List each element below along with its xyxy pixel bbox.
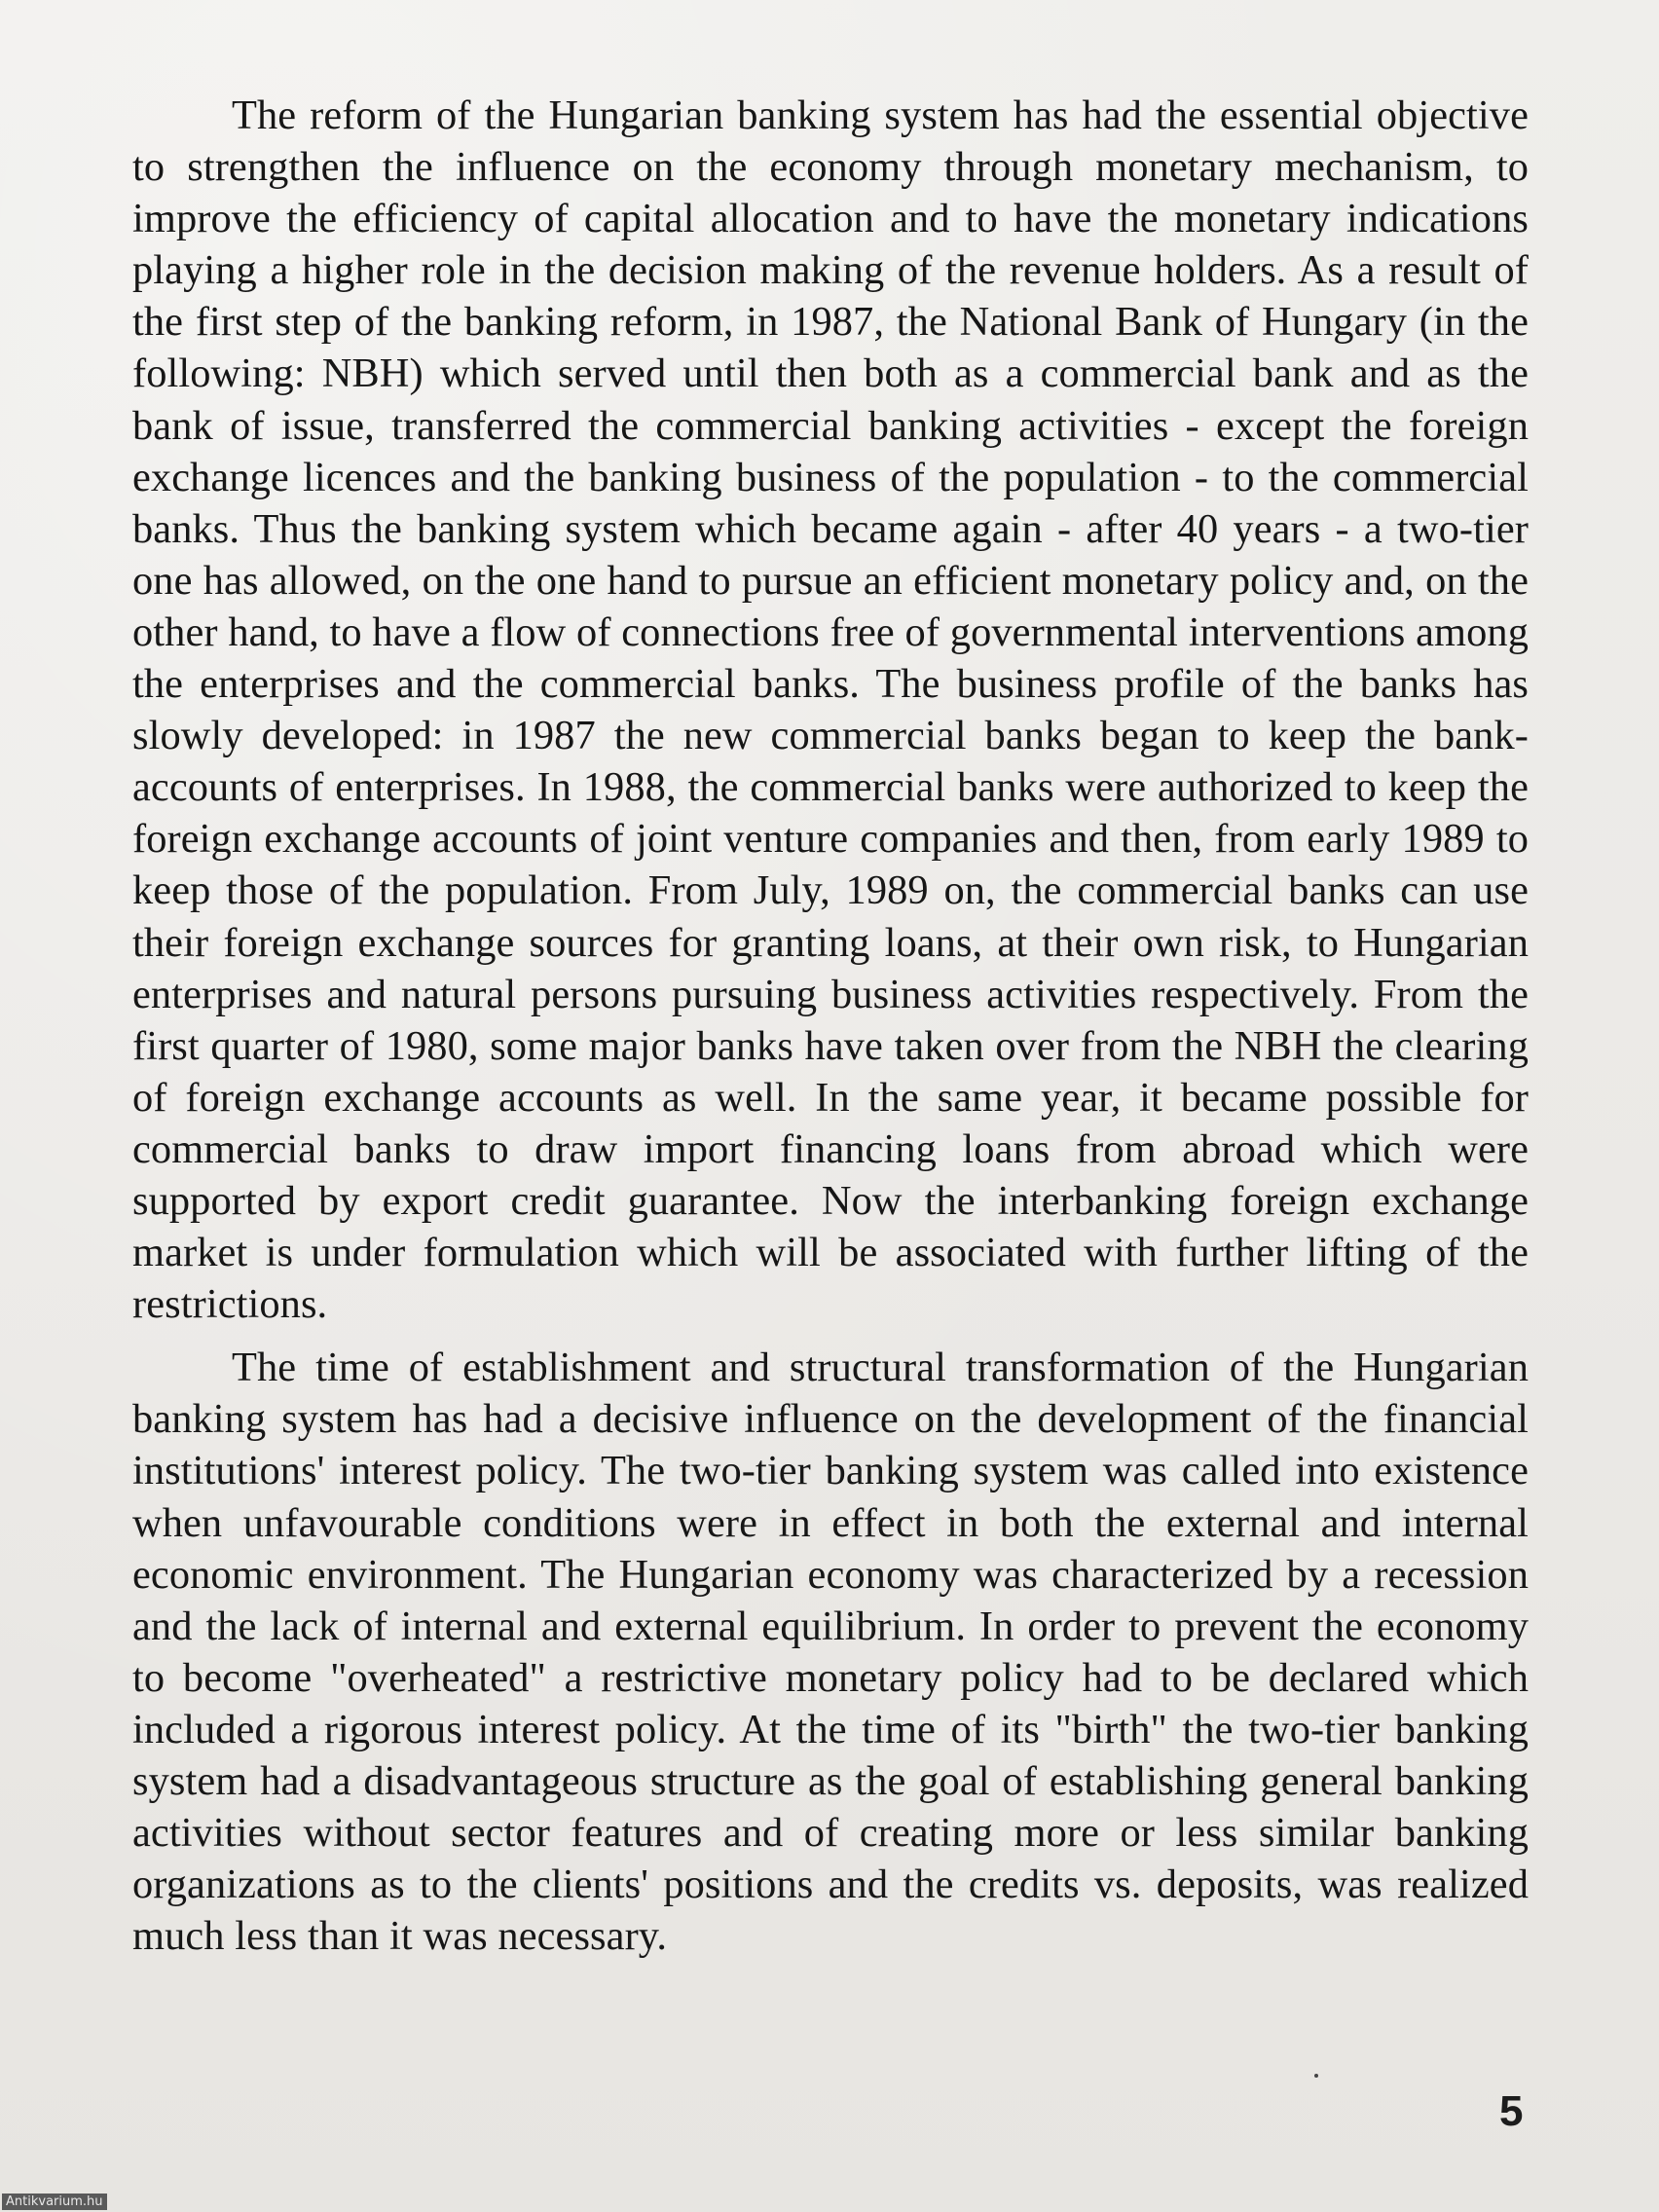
paragraph-banking-reform: The reform of the Hungarian banking system has had the essential objective to strengthen the influence on the economy through monetary mechanism, to improve the efficiency of capital allocation and to have the monetary indications playing a higher role in the decision making of the revenue holders. As a result of the first step of the banking reform, in 1987, the National Bank of Hungary (in the following: NBH) which served until then both as a commercial bank and as the bank of issue, transferred the commercial banking activities - except the foreign exchange licences and the banking business of the population - to the commercial banks. Thus the banking system which became again - after 40 years - a two-tier one has allowed, on the one hand to pursue an efficient monetary policy and, on the other hand, to have a flow of connections free of governmental interventions among the enterprises and the commercial banks. The business profile of the banks has slowly developed: in 1987 the new commercial banks began to keep the bank-accounts of enterprises. In 1988, the commercial banks were authorized to keep the foreign exchange accounts of joint venture companies and then, from early 1989 to keep those of the population. From July, 1989 on, the commercial banks can use their foreign exchange sources for granting loans, at their own risk, to Hungarian enterprises and natural persons pursuing business activities respectively. From the first quarter of 1980, some major banks have taken over from the NBH the clearing of foreign exchange accounts as well. In the same year, it became possible for commercial banks to draw import financing loans from abroad which were supported by export credit guarantee. Now the interbanking foreign exchange market is under formulation which will be associated with further lifting of the restrictions.: [132, 92, 1529, 1328]
watermark-label: Antikvarium.hu: [2, 2194, 107, 2210]
paragraph-interest-policy: The time of establishment and structural transformation of the Hungarian banking system has had a decisive influence on the development of the financial institutions' interest policy. The two-tier banking system was called into existence when unfavourable conditions were in effect in both the external and internal economic environment. The Hungarian economy was characterized by a recession and the lack of internal and external equilibrium. In order to prevent the economy to become "overheated" a restrictive monetary policy had to be declared which included a rigorous interest policy. At the time of its "birth" the two-tier banking system had a disadvantageous structure as the goal of establishing general banking activities without sector features and of creating more or less similar banking organizations as to the clients' positions and the credits vs. deposits, was realized much less than it was necessary.: [132, 1345, 1529, 1960]
page-number: 5: [1499, 2087, 1524, 2135]
ink-speck: [1314, 2074, 1318, 2078]
body-text: [132, 90, 1529, 1962]
